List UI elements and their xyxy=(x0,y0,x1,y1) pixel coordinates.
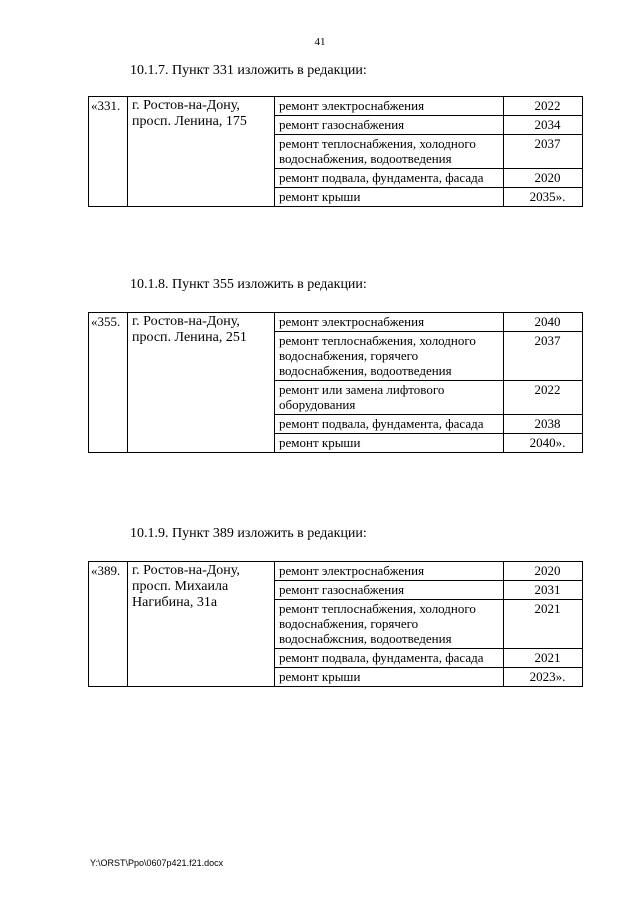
work-type-cell: ремонт газоснабжения xyxy=(275,581,504,600)
year-cell: 2034 xyxy=(504,116,583,135)
work-type-cell: ремонт газоснабжения xyxy=(275,116,504,135)
work-type-cell: ремонт крыши xyxy=(275,668,504,687)
item-number: «389. xyxy=(89,562,128,687)
work-type-cell: ремонт подвала, фундамента, фасада xyxy=(275,415,504,434)
table-row xyxy=(89,313,583,332)
work-type-cell: ремонт теплоснабжения, холодного водоснабжения, горячего водоснабжения, водоотведения xyxy=(275,332,504,381)
year-cell: 2022 xyxy=(504,381,583,415)
work-type-cell: ремонт теплоснабжения, холодного водоснабжения, водоотведения xyxy=(275,135,504,169)
address-cell: г. Ростов-на-Дону, просп. Ленина, 251 xyxy=(128,313,275,453)
year-cell: 2021 xyxy=(504,649,583,668)
work-type-cell: ремонт подвала, фундамента, фасада xyxy=(275,169,504,188)
year-cell: 2037 xyxy=(504,135,583,169)
address-cell: г. Ростов-на-Дону, просп. Михаила Нагибина, 31а xyxy=(128,562,275,687)
year-cell: 2020 xyxy=(504,169,583,188)
amendment-table xyxy=(88,312,583,453)
work-type-cell: ремонт электроснабжения xyxy=(275,97,504,116)
work-type-cell: ремонт крыши xyxy=(275,188,504,207)
table-row xyxy=(89,97,583,116)
year-cell: 2023». xyxy=(504,668,583,687)
year-cell: 2020 xyxy=(504,562,583,581)
item-number: «331. xyxy=(89,97,128,207)
work-type-cell: ремонт электроснабжения xyxy=(275,562,504,581)
year-cell: 2040». xyxy=(504,434,583,453)
section-heading: 10.1.8. Пункт 355 изложить в редакции: xyxy=(130,277,367,292)
file-path-footer: Y:\ORST\Ppo\0607p421.f21.docx xyxy=(90,858,224,868)
year-cell: 2038 xyxy=(504,415,583,434)
year-cell: 2040 xyxy=(504,313,583,332)
amendment-table xyxy=(88,96,583,207)
work-type-cell: ремонт или замена лифтового оборудования xyxy=(275,381,504,415)
table-row xyxy=(89,562,583,581)
year-cell: 2037 xyxy=(504,332,583,381)
work-type-cell: ремонт теплоснабжения, холодного водоснабжения, горячего водоснабжсния, водоотведения xyxy=(275,600,504,649)
page-number: 41 xyxy=(314,36,326,48)
address-cell: г. Ростов-на-Дону, просп. Ленина, 175 xyxy=(128,97,275,207)
work-type-cell: ремонт крыши xyxy=(275,434,504,453)
amendment-table xyxy=(88,561,583,687)
section-heading: 10.1.7. Пункт 331 изложить в редакции: xyxy=(130,63,367,78)
year-cell: 2022 xyxy=(504,97,583,116)
section-heading: 10.1.9. Пункт 389 изложить в редакции: xyxy=(130,526,367,541)
item-number: «355. xyxy=(89,313,128,453)
work-type-cell: ремонт электроснабжения xyxy=(275,313,504,332)
year-cell: 2021 xyxy=(504,600,583,649)
year-cell: 2031 xyxy=(504,581,583,600)
year-cell: 2035». xyxy=(504,188,583,207)
work-type-cell: ремонт подвала, фундамента, фасада xyxy=(275,649,504,668)
